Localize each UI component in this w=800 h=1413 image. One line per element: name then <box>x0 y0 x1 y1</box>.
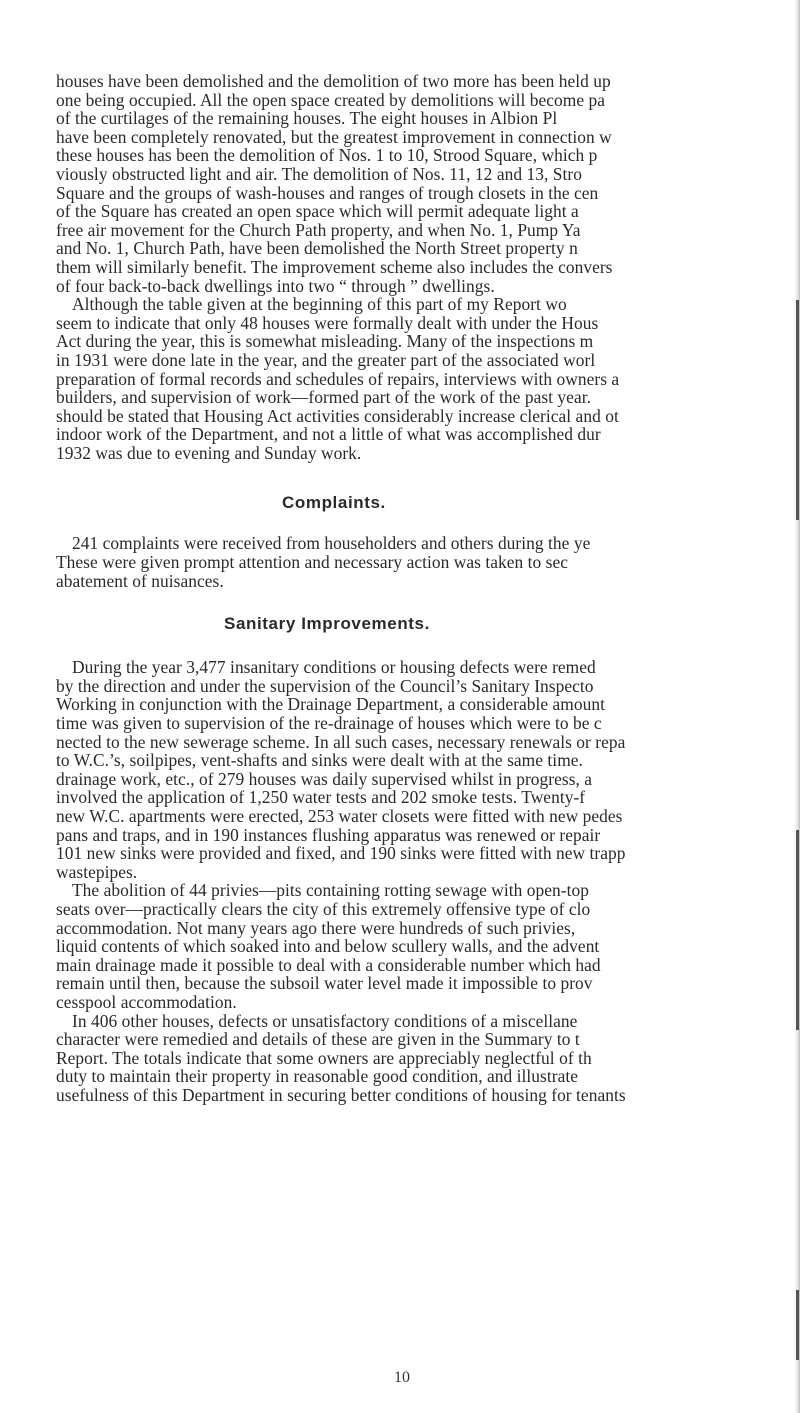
page-edge-shadow <box>794 0 800 1413</box>
text-line: should be stated that Housing Act activities considerably increase clerical and ot <box>56 405 619 426</box>
text-line: Although the table given at the beginning of this part of my Report wo <box>72 294 567 315</box>
text-line: remain until then, because the subsoil water level made it impossible to prov <box>56 973 593 994</box>
text-line: The abolition of 44 privies—pits containing rotting sewage with open-top <box>72 880 590 901</box>
text-line: builders, and supervision of work—formed part of the work of the past year. <box>56 387 591 408</box>
text-line: in 1931 were done late in the year, and the greater part of the associated worl <box>56 349 596 370</box>
text-line: usefulness of this Department in securing better conditions of housing for tenants <box>56 1084 626 1105</box>
heading-complaints: Complaints. <box>282 493 386 513</box>
text-line: houses have been demolished and the demolition of two more has been held up <box>56 72 611 91</box>
text-line: one being occupied. All the open space created by demolitions will become pa <box>56 89 606 110</box>
paragraph-housing-act <box>56 295 800 462</box>
text-line: by the direction and under the supervision of the Council’s Sanitary Inspecto <box>56 675 594 696</box>
text-line: Working in conjunction with the Drainage Department, a considerable amount <box>56 694 605 715</box>
text-line: viously obstructed light and air. The demolition of Nos. 11, 12 and 13, Stro <box>56 163 582 184</box>
text-line: During the year 3,477 insanitary conditions or housing defects were remed <box>72 657 596 678</box>
text-line: seats over—practically clears the city of this extremely offensive type of clo <box>56 898 591 919</box>
text-line: 101 new sinks were provided and fixed, and 190 sinks were fitted with new trapp <box>56 843 626 864</box>
document-page <box>56 72 800 1413</box>
text-line: main drainage made it possible to deal with a considerable number which had <box>56 954 601 975</box>
page-number: 10 <box>394 1369 410 1386</box>
text-line: nected to the new sewerage scheme. In all such cases, necessary renewals or repa <box>56 731 626 752</box>
text-line: wastepipes. <box>56 861 138 882</box>
text-line: free air movement for the Church Path property, and when No. 1, Pump Ya <box>56 219 581 240</box>
text-line: abatement of nuisances. <box>56 570 224 591</box>
text-line: of the Square has created an open space which will permit adequate light a <box>56 201 579 222</box>
text-line: drainage work, etc., of 279 houses was daily supervised whilst in progress, a <box>56 768 593 789</box>
text-line: liquid contents of which soaked into and below scullery walls, and the advent <box>56 936 600 957</box>
text-line: duty to maintain their property in reasonable good condition, and illustrate <box>56 1066 579 1087</box>
text-line: pans and traps, and in 190 instances flushing apparatus was renewed or repair <box>56 824 601 845</box>
text-line: accommodation. Not many years ago there were hundreds of such privies, <box>56 917 576 938</box>
page-edge-mark <box>796 1290 799 1360</box>
text-line: In 406 other houses, defects or unsatisfactory conditions of a miscellane <box>72 1010 578 1031</box>
paragraph-demolitions <box>56 72 800 295</box>
text-line: and No. 1, Church Path, have been demolished the North Street property n <box>56 238 578 259</box>
text-line: time was given to supervision of the re-drainage of houses which were to be c <box>56 713 602 734</box>
paragraph-privies <box>56 881 800 1011</box>
page-edge-mark <box>796 300 799 520</box>
text-line: to W.C.’s, soilpipes, vent-shafts and sinks were dealt with at the same time. <box>56 750 583 771</box>
text-line: These were given prompt attention and necessary action was taken to sec <box>56 552 569 573</box>
paragraph-miscellaneous-defects <box>56 1012 800 1105</box>
text-line: of the curtilages of the remaining houses. The eight houses in Albion Pl <box>56 108 558 129</box>
heading-sanitary-improvements: Sanitary Improvements. <box>224 614 430 634</box>
text-line: Square and the groups of wash-houses and ranges of trough closets in the cen <box>56 182 599 203</box>
text-line: character were remedied and details of these are given in the Summary to t <box>56 1029 580 1050</box>
text-line: involved the application of 1,250 water tests and 202 smoke tests. Twenty-f <box>56 787 586 808</box>
text-line: preparation of formal records and schedules of repairs, interviews with owners a <box>56 368 620 389</box>
text-line: these houses has been the demolition of Nos. 1 to 10, Strood Square, which p <box>56 145 598 166</box>
text-line: 1932 was due to evening and Sunday work. <box>56 442 362 463</box>
text-line: cesspool accommodation. <box>56 991 237 1012</box>
text-line: have been completely renovated, but the greatest improvement in connection w <box>56 126 612 147</box>
text-line: indoor work of the Department, and not a little of what was accomplished dur <box>56 424 601 445</box>
page-edge-mark <box>796 830 799 1030</box>
paragraph-complaints <box>56 534 800 590</box>
text-line: Report. The totals indicate that some owners are appreciably neglectful of th <box>56 1047 592 1068</box>
paragraph-sanitary-defects <box>56 658 800 881</box>
text-line: of four back-to-back dwellings into two “ through ” dwellings. <box>56 275 495 296</box>
text-line: them will similarly benefit. The improvement scheme also includes the convers <box>56 256 613 277</box>
text-line: new W.C. apartments were erected, 253 water closets were fitted with new pedes <box>56 806 623 826</box>
text-line: seem to indicate that only 48 houses were formally dealt with under the Hous <box>56 312 599 333</box>
text-line: Act during the year, this is somewhat misleading. Many of the inspections m <box>56 331 594 352</box>
text-line: 241 complaints were received from householders and others during the ye <box>72 533 591 554</box>
